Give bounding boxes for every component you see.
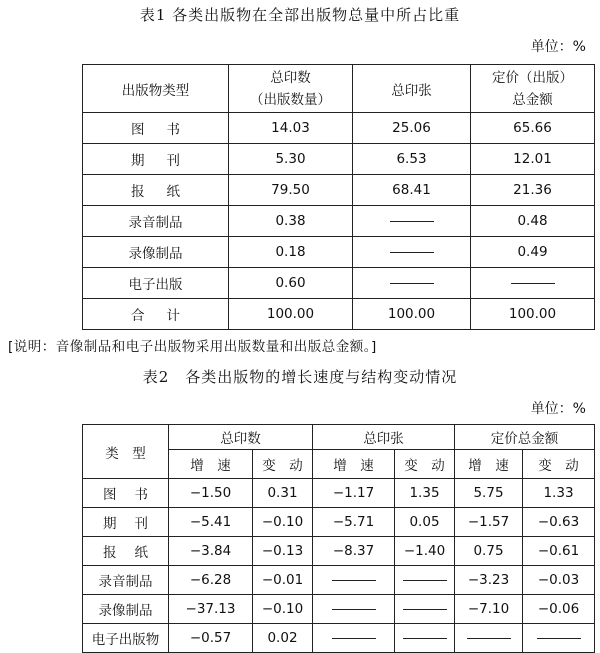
dash-placeholder [403, 638, 447, 639]
cell-sheets-growth [313, 566, 395, 595]
table-row [83, 537, 595, 566]
table2-unit: 单位：% [530, 401, 586, 417]
table2-header-prints: 总印数 [169, 425, 313, 450]
cell-price: 0.48 [471, 206, 595, 237]
cell-sheets: 68.41 [353, 175, 471, 206]
cell-sheets-change: 1.35 [395, 479, 455, 508]
table2-header-change: 变 动 [395, 450, 455, 479]
dash-placeholder [403, 580, 447, 581]
dash-placeholder [390, 283, 434, 284]
row-label: 合计 [83, 299, 229, 330]
table2-header-growth: 增 速 [313, 450, 395, 479]
cell-prints: 0.18 [229, 237, 353, 268]
row-label: 期刊 [83, 508, 169, 537]
cell-prints-change: −0.10 [253, 508, 313, 537]
table-row [83, 113, 595, 144]
cell-prints: 0.60 [229, 268, 353, 299]
table1-header-prints: 总印数 （出版数量） [229, 65, 353, 113]
cell-price-growth [455, 624, 523, 653]
cell-prints-growth: −6.28 [169, 566, 253, 595]
cell-prints-growth: −37.13 [169, 595, 253, 624]
table2-header-price: 定价总金额 [455, 425, 595, 450]
cell-sheets-change [395, 566, 455, 595]
cell-price: 65.66 [471, 113, 595, 144]
table-row [83, 595, 595, 624]
table-row [83, 268, 595, 299]
table2-title: 表2 各类出版物的增长速度与结构变动情况 [142, 368, 458, 386]
cell-sheets-growth: −5.71 [313, 508, 395, 537]
row-label: 录像制品 [83, 595, 169, 624]
cell-sheets: 25.06 [353, 113, 471, 144]
cell-price-growth: 5.75 [455, 479, 523, 508]
cell-prints-change: −0.01 [253, 566, 313, 595]
cell-price-growth: −1.57 [455, 508, 523, 537]
cell-prints: 79.50 [229, 175, 353, 206]
cell-sheets-growth [313, 595, 395, 624]
table1-unit: 单位：% [530, 39, 586, 55]
dash-placeholder [467, 638, 511, 639]
cell-price-growth: 0.75 [455, 537, 523, 566]
dash-placeholder [390, 252, 434, 253]
row-label: 电子出版 [83, 268, 229, 299]
row-label: 期刊 [83, 144, 229, 175]
cell-sheets: 100.00 [353, 299, 471, 330]
row-label: 报纸 [83, 175, 229, 206]
table-row [83, 299, 595, 330]
table1-header-sheets: 总印张 [353, 65, 471, 113]
dash-placeholder [390, 221, 434, 222]
table-row [83, 206, 595, 237]
cell-prints-change: 0.31 [253, 479, 313, 508]
dash-placeholder [332, 609, 376, 610]
table-row [83, 566, 595, 595]
cell-price-change: −0.06 [523, 595, 595, 624]
row-label: 图书 [83, 113, 229, 144]
cell-prints-growth: −3.84 [169, 537, 253, 566]
cell-sheets [353, 237, 471, 268]
table-row [83, 175, 595, 206]
cell-price: 0.49 [471, 237, 595, 268]
table1-title: 表1 各类出版物在全部出版物总量中所占比重 [139, 6, 461, 24]
cell-price-change: −0.61 [523, 537, 595, 566]
table1-header-type: 出版物类型 [83, 65, 229, 113]
row-label: 录音制品 [83, 206, 229, 237]
row-label: 报纸 [83, 537, 169, 566]
table-row [83, 508, 595, 537]
table2-header-change: 变 动 [523, 450, 595, 479]
cell-prints: 14.03 [229, 113, 353, 144]
table1-header-price: 定价（出版） 总金额 [471, 65, 595, 113]
cell-prints-growth: −0.57 [169, 624, 253, 653]
table1-header-row [83, 65, 595, 113]
cell-sheets-change [395, 595, 455, 624]
cell-prints: 0.38 [229, 206, 353, 237]
cell-price-change: 1.33 [523, 479, 595, 508]
cell-sheets-change [395, 624, 455, 653]
cell-price-change: −0.63 [523, 508, 595, 537]
cell-price-change: −0.03 [523, 566, 595, 595]
dash-placeholder [332, 638, 376, 639]
table1 [82, 64, 595, 330]
cell-prints-change: 0.02 [253, 624, 313, 653]
cell-price: 100.00 [471, 299, 595, 330]
table-row [83, 144, 595, 175]
cell-price-growth: −3.23 [455, 566, 523, 595]
dash-placeholder [332, 580, 376, 581]
cell-prints-change: −0.13 [253, 537, 313, 566]
cell-prints: 5.30 [229, 144, 353, 175]
cell-price: 12.01 [471, 144, 595, 175]
table2 [82, 424, 595, 653]
note-text: [说明：音像制品和电子出版物采用出版数量和出版总金额。] [8, 339, 377, 355]
row-label: 图书 [83, 479, 169, 508]
cell-price-growth: −7.10 [455, 595, 523, 624]
table2-header-growth: 增 速 [169, 450, 253, 479]
cell-sheets: 6.53 [353, 144, 471, 175]
cell-sheets-growth: −1.17 [313, 479, 395, 508]
dash-placeholder [537, 638, 581, 639]
cell-sheets [353, 268, 471, 299]
row-label: 录音制品 [83, 566, 169, 595]
cell-prints-change: −0.10 [253, 595, 313, 624]
row-label: 录像制品 [83, 237, 229, 268]
table-row [83, 237, 595, 268]
cell-price-change [523, 624, 595, 653]
cell-price [471, 268, 595, 299]
cell-prints-growth: −1.50 [169, 479, 253, 508]
table2-header-type: 类 型 [83, 425, 169, 479]
cell-sheets [353, 206, 471, 237]
table2-header-row-1 [83, 425, 595, 450]
table-row [83, 624, 595, 653]
table2-header-change: 变 动 [253, 450, 313, 479]
table-row [83, 479, 595, 508]
cell-sheets-change: −1.40 [395, 537, 455, 566]
dash-placeholder [403, 609, 447, 610]
row-label: 电子出版物 [83, 624, 169, 653]
cell-sheets-growth: −8.37 [313, 537, 395, 566]
cell-sheets-change: 0.05 [395, 508, 455, 537]
dash-placeholder [511, 283, 555, 284]
table2-header-sheets: 总印张 [313, 425, 455, 450]
cell-sheets-growth [313, 624, 395, 653]
cell-prints-growth: −5.41 [169, 508, 253, 537]
table2-header-growth: 增 速 [455, 450, 523, 479]
cell-prints: 100.00 [229, 299, 353, 330]
cell-price: 21.36 [471, 175, 595, 206]
